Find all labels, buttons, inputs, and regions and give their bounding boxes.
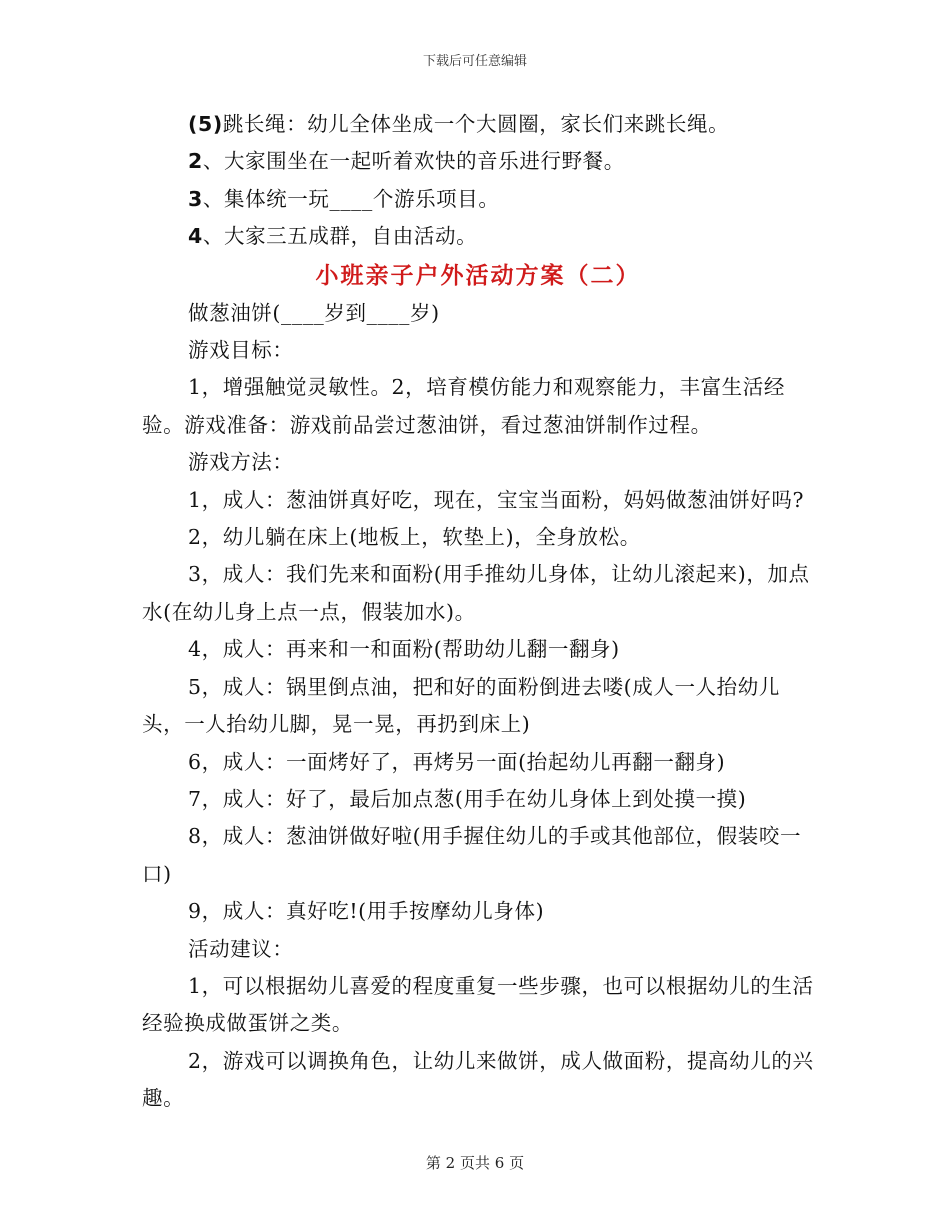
paragraph: 8，成人：葱油饼做好啦(用手握住幼儿的手或其他部位，假装咬一口) (142, 824, 802, 886)
intro-item (142, 106, 814, 143)
item-number: 3 (188, 186, 203, 211)
paragraph: 活动建议： (188, 936, 294, 961)
paragraph: 5，成人：锅里倒点油，把和好的面粉倒进去喽(成人一人抬幼儿头，一人抬幼儿脚，晃一晃，再扔到床上) (142, 674, 780, 737)
paragraph: 做葱油饼(____岁到____岁) (188, 300, 440, 325)
page-content (142, 106, 814, 1118)
paragraph: 1，成人：葱油饼真好吃，现在，宝宝当面粉，妈妈做葱油饼好吗? (188, 487, 805, 512)
item-number: (5) (188, 112, 223, 136)
paragraph: 1，增强触觉灵敏性。2，培育模仿能力和观察能力，丰富生活经验。游戏准备：游戏前品尝过葱油饼，看过葱油饼制作过程。 (142, 375, 785, 437)
paragraph: 4，成人：再来和一和面粉(帮助幼儿翻一翻身) (188, 637, 620, 662)
page-footer: 第 2 页共 6 页 (425, 1154, 525, 1172)
paragraph: 9，成人：真好吃!(用手按摩幼儿身体) (188, 899, 545, 924)
item-text: 、集体统一玩____个游乐项目。 (202, 186, 500, 211)
intro-item (142, 181, 814, 218)
item-number: 4 (188, 224, 203, 249)
paragraph: 游戏方法： (188, 450, 294, 475)
paragraph: 6，成人：一面烤好了，再烤另一面(抬起幼儿再翻一翻身) (188, 749, 726, 774)
item-text: 、大家三五成群，自由活动。 (202, 224, 478, 249)
section-title: 小班亲子户外活动方案（二） (315, 261, 641, 289)
page-header: 下载后可任意编辑 (422, 54, 527, 69)
intro-item (142, 143, 814, 180)
paragraph: 7，成人：好了，最后加点葱(用手在幼儿身体上到处摸一摸) (188, 786, 747, 811)
item-text: 跳长绳：幼儿全体坐成一个大圆圈，家长们来跳长绳。 (222, 112, 730, 136)
item-number: 2 (188, 149, 203, 174)
paragraph: 2，游戏可以调换角色，让幼儿来做饼，成人做面粉，提高幼儿的兴趣。 (142, 1048, 814, 1111)
intro-item (142, 218, 814, 255)
paragraph: 游戏目标： (188, 338, 294, 363)
paragraph: 3，成人：我们先来和面粉(用手推幼儿身体，让幼儿滚起来)，加点水(在幼儿身上点一点，假装加水)。 (142, 562, 810, 624)
paragraph: 1，可以根据幼儿喜爱的程度重复一些步骤，也可以根据幼儿的生活经验换成做蛋饼之类。 (142, 973, 814, 1036)
item-text: 、大家围坐在一起听着欢快的音乐进行野餐。 (202, 149, 625, 174)
paragraph: 2，幼儿躺在床上(地板上，软垫上)，全身放松。 (188, 525, 641, 550)
